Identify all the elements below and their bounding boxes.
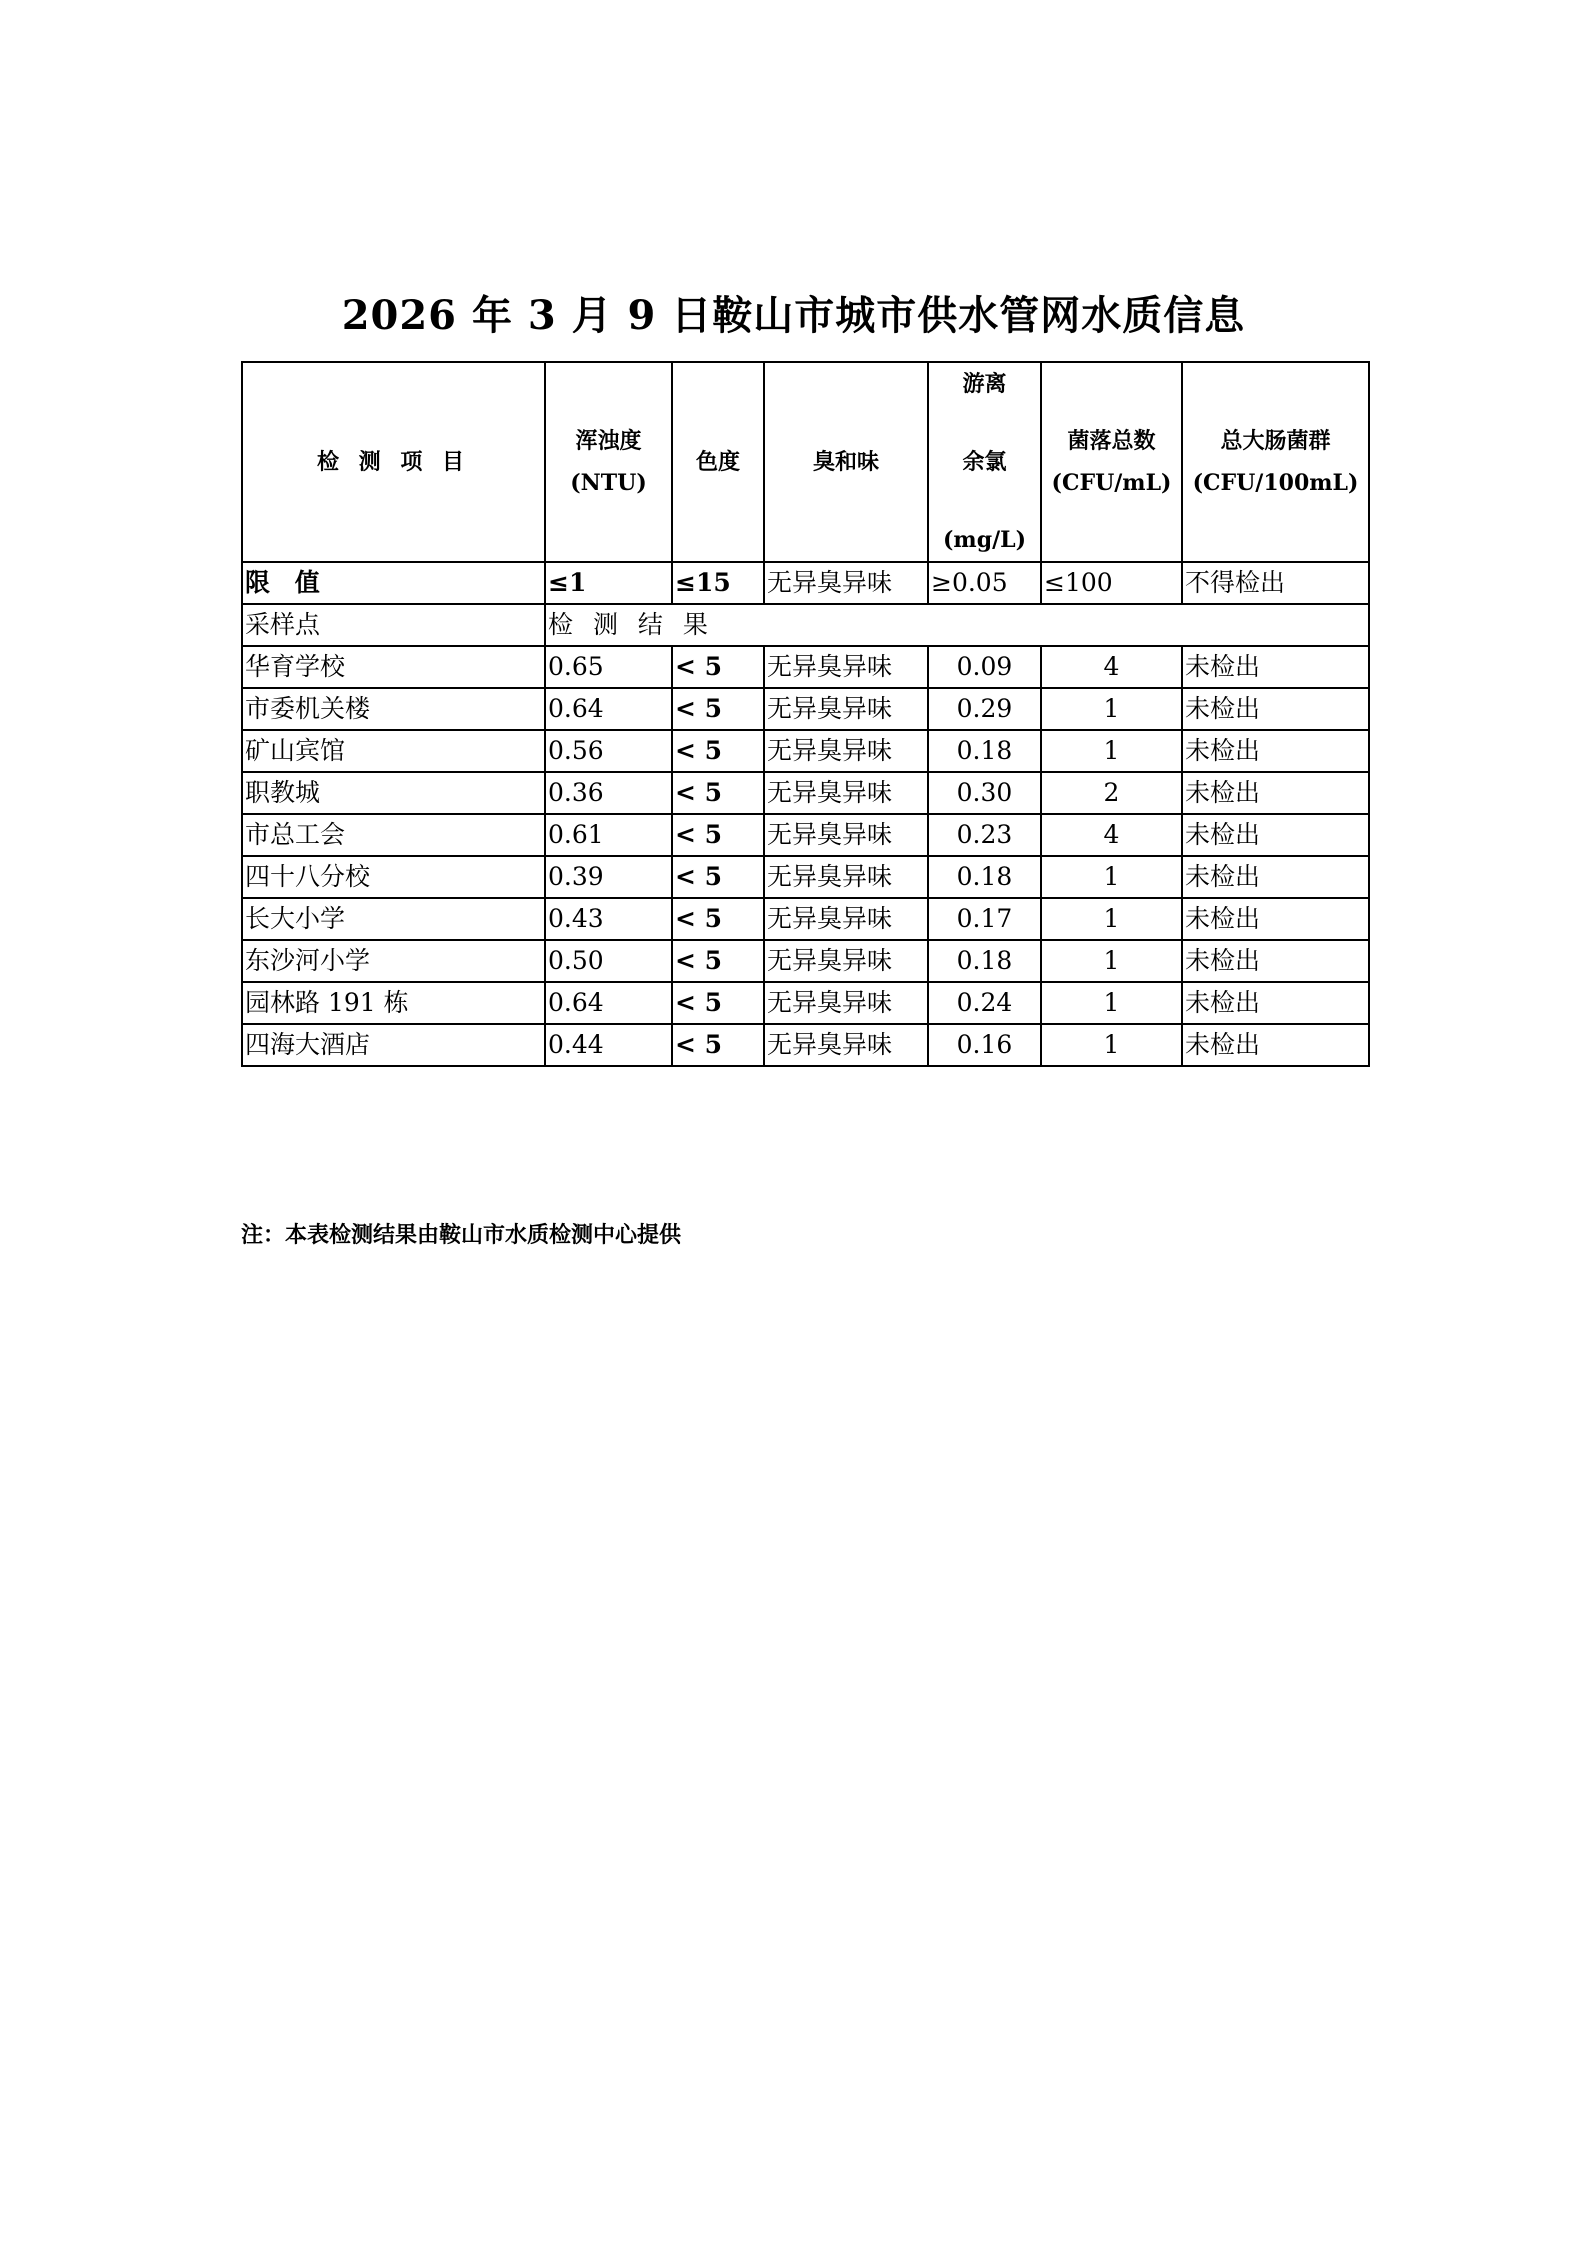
cell-odor: 无异臭异味: [764, 646, 928, 688]
cell-chlorine: 0.16: [928, 1024, 1041, 1066]
cell-chlorine: 0.09: [928, 646, 1041, 688]
site-label: 采样点: [242, 604, 545, 646]
cell-coliform: 未检出: [1182, 730, 1369, 772]
cell-chlorine: 0.24: [928, 982, 1041, 1024]
header-chlorine-line2: 余氯: [962, 449, 1007, 475]
cell-turbidity: 0.36: [545, 772, 672, 814]
cell-odor: 无异臭异味: [764, 940, 928, 982]
results-label: 检 测 结 果: [545, 604, 1369, 646]
cell-turbidity: 0.56: [545, 730, 672, 772]
cell-turbidity: 0.65: [545, 646, 672, 688]
header-item: 检 测 项 目: [242, 362, 545, 562]
header-colony: [1041, 362, 1182, 562]
cell-color: < 5: [672, 856, 764, 898]
limit-turbidity: ≤1: [545, 562, 672, 604]
cell-colony: 1: [1041, 898, 1182, 940]
cell-color: < 5: [672, 772, 764, 814]
cell-odor: 无异臭异味: [764, 730, 928, 772]
table-row: [242, 898, 1369, 940]
cell-colony: 4: [1041, 814, 1182, 856]
cell-color: < 5: [672, 814, 764, 856]
cell-coliform: 未检出: [1182, 856, 1369, 898]
cell-site: 四海大酒店: [242, 1024, 545, 1066]
table-row: [242, 772, 1369, 814]
cell-color: < 5: [672, 730, 764, 772]
cell-coliform: 未检出: [1182, 772, 1369, 814]
cell-chlorine: 0.30: [928, 772, 1041, 814]
cell-odor: 无异臭异味: [764, 982, 928, 1024]
header-colony-name: 菌落总数: [1067, 428, 1156, 454]
cell-chlorine: 0.18: [928, 856, 1041, 898]
header-chlorine-unit: (mg/L): [943, 527, 1026, 553]
cell-chlorine: 0.17: [928, 898, 1041, 940]
table-row: [242, 856, 1369, 898]
header-turbidity-name: 浑浊度: [575, 428, 642, 454]
water-quality-table: [241, 361, 1370, 1067]
cell-chlorine: 0.18: [928, 730, 1041, 772]
cell-site: 东沙河小学: [242, 940, 545, 982]
table-row: [242, 982, 1369, 1024]
header-chlorine: [928, 362, 1041, 562]
cell-odor: 无异臭异味: [764, 814, 928, 856]
cell-colony: 1: [1041, 856, 1182, 898]
cell-site: 四十八分校: [242, 856, 545, 898]
cell-site: 华育学校: [242, 646, 545, 688]
footnote: 注：本表检测结果由鞍山市水质检测中心提供: [241, 1222, 682, 1248]
cell-colony: 1: [1041, 730, 1182, 772]
cell-coliform: 未检出: [1182, 1024, 1369, 1066]
cell-colony: 1: [1041, 982, 1182, 1024]
cell-color: < 5: [672, 688, 764, 730]
cell-colony: 1: [1041, 940, 1182, 982]
limit-coliform: 不得检出: [1182, 562, 1369, 604]
table-row: [242, 730, 1369, 772]
cell-turbidity: 0.50: [545, 940, 672, 982]
table-row: [242, 814, 1369, 856]
cell-chlorine: 0.18: [928, 940, 1041, 982]
header-odor: 臭和味: [764, 362, 928, 562]
cell-turbidity: 0.64: [545, 982, 672, 1024]
cell-odor: 无异臭异味: [764, 898, 928, 940]
cell-site: 市委机关楼: [242, 688, 545, 730]
header-coliform-unit: (CFU/100mL): [1192, 470, 1359, 496]
section-row: [242, 604, 1369, 646]
table-row: [242, 688, 1369, 730]
cell-colony: 4: [1041, 646, 1182, 688]
results-body: [242, 646, 1369, 1066]
cell-colony: 2: [1041, 772, 1182, 814]
header-coliform-name: 总大肠菌群: [1220, 428, 1331, 454]
cell-odor: 无异臭异味: [764, 856, 928, 898]
cell-coliform: 未检出: [1182, 898, 1369, 940]
cell-turbidity: 0.44: [545, 1024, 672, 1066]
cell-site: 市总工会: [242, 814, 545, 856]
cell-turbidity: 0.61: [545, 814, 672, 856]
table-row: [242, 1024, 1369, 1066]
document-title: 2026 年 3 月 9 日鞍山市城市供水管网水质信息: [341, 292, 1246, 339]
header-turbidity-unit: (NTU): [570, 470, 647, 496]
limit-row: [242, 562, 1369, 604]
header-chlorine-line1: 游离: [962, 371, 1007, 397]
cell-site: 矿山宾馆: [242, 730, 545, 772]
header-row: [242, 362, 1369, 562]
limit-color: ≤15: [672, 562, 764, 604]
table-row: [242, 646, 1369, 688]
cell-coliform: 未检出: [1182, 688, 1369, 730]
cell-chlorine: 0.23: [928, 814, 1041, 856]
cell-colony: 1: [1041, 688, 1182, 730]
cell-color: < 5: [672, 898, 764, 940]
cell-odor: 无异臭异味: [764, 772, 928, 814]
cell-colony: 1: [1041, 1024, 1182, 1066]
cell-color: < 5: [672, 982, 764, 1024]
limit-chlorine: ≥0.05: [928, 562, 1041, 604]
header-color: 色度: [672, 362, 764, 562]
cell-turbidity: 0.64: [545, 688, 672, 730]
header-coliform: [1182, 362, 1369, 562]
cell-color: < 5: [672, 1024, 764, 1066]
cell-odor: 无异臭异味: [764, 688, 928, 730]
cell-turbidity: 0.39: [545, 856, 672, 898]
cell-coliform: 未检出: [1182, 814, 1369, 856]
cell-site: 园林路 191 栋: [242, 982, 545, 1024]
cell-turbidity: 0.43: [545, 898, 672, 940]
cell-coliform: 未检出: [1182, 982, 1369, 1024]
cell-color: < 5: [672, 646, 764, 688]
cell-site: 职教城: [242, 772, 545, 814]
table-row: [242, 940, 1369, 982]
cell-color: < 5: [672, 940, 764, 982]
header-colony-unit: (CFU/mL): [1051, 470, 1172, 496]
cell-coliform: 未检出: [1182, 646, 1369, 688]
cell-chlorine: 0.29: [928, 688, 1041, 730]
limit-odor: 无异臭异味: [764, 562, 928, 604]
cell-odor: 无异臭异味: [764, 1024, 928, 1066]
limit-label: 限 值: [242, 562, 545, 604]
cell-site: 长大小学: [242, 898, 545, 940]
cell-coliform: 未检出: [1182, 940, 1369, 982]
limit-colony: ≤100: [1041, 562, 1182, 604]
header-turbidity: [545, 362, 672, 562]
